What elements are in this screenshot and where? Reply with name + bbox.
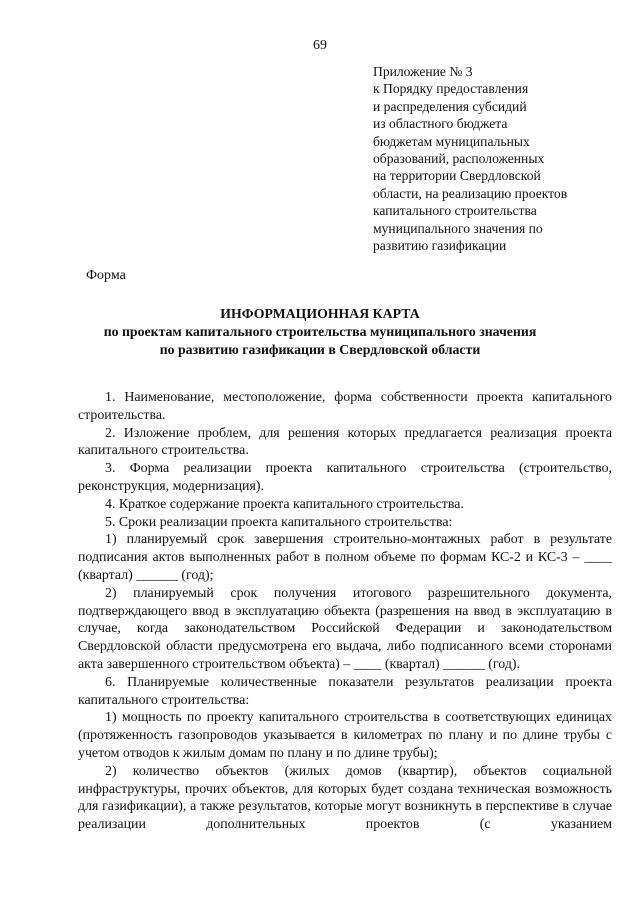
- title-line: по развитию газификации в Свердловской области: [159, 341, 481, 357]
- paragraph-item-2: 2. Изложение проблем, для решения которых предлагается реализация проекта капитального строительства.: [78, 425, 612, 459]
- appendix-line: бюджетам муниципальных: [373, 133, 530, 149]
- title-line: по проектам капитального строительства муниципального значения: [103, 323, 537, 339]
- title-line: ИНФОРМАЦИОННАЯ КАРТА: [220, 306, 420, 321]
- appendix-line: к Порядку предоставления: [373, 81, 529, 97]
- appendix-line: Приложение № 3: [373, 64, 473, 79]
- paragraph-item-5: 5. Сроки реализации проекта капитального строительства:: [105, 514, 453, 530]
- appendix-line: из областного бюджета: [373, 116, 508, 132]
- paragraph-subitem-6-2: 2) количество объектов (жилых домов (квартир), объектов социальной инфраструктуры, прочих объектов, для которых будет создана техническая возможность для газификации), а также результатов, которые могут возникнуть в перспективе в случае реализации дополнительных проектов (с указанием: [78, 763, 612, 833]
- appendix-line: развитию газификации: [373, 238, 507, 254]
- appendix-header: [373, 63, 623, 254]
- paragraph-item-3: 3. Форма реализации проекта капитального строительства (строительство, реконструкция, модернизация).: [78, 461, 612, 494]
- appendix-line: муниципального значения по: [373, 220, 543, 236]
- paragraph-subitem-6-1: 1) мощность по проекту капитального строительства в соответствующих единицах (протяженность газопроводов указывается в километрах по плану и по длине трубы с учетом отводов к жилым домам по плану и по длине трубы);: [78, 710, 612, 761]
- paragraph-subitem-5-1: 1) планируемый срок завершения строительно-монтажных работ в результате подписания актов выполненных работ в полном объеме по формам КС-2 и КС-3 – ____ (квартал) ______ (год);: [78, 532, 612, 583]
- appendix-line: капитального строительства: [373, 203, 537, 219]
- document-title: [0, 305, 640, 358]
- page-number: 69: [313, 38, 327, 53]
- paragraph-item-1: 1. Наименование, местоположение, форма собственности проекта капитального строительства.: [78, 390, 612, 423]
- appendix-line: области, на реализацию проектов: [373, 185, 568, 201]
- paragraph-item-4: 4. Краткое содержание проекта капитального строительства.: [105, 496, 464, 512]
- paragraph-item-6: 6. Планируемые количественные показатели результатов реализации проекта капитального строительства:: [78, 674, 612, 708]
- paragraph-subitem-5-2: 2) планируемый срок получения итогового разрешительного документа, подтверждающего ввод в эксплуатацию объекта (разрешения на ввод в эксплуатацию в случае, когда законодательством Российской Федерации и законодательством Свердловской области предусмотрена его выдача, либо подписанного всеми сторонами акта завершенного строительством объекта) – ____ (квартал) ______ (год).: [78, 585, 612, 672]
- document-body: [78, 389, 612, 834]
- form-label: Форма: [86, 268, 126, 283]
- appendix-line: на территории Свердловской: [373, 168, 541, 184]
- appendix-line: образований, расположенных: [373, 151, 545, 167]
- appendix-line: и распределения субсидий: [373, 98, 527, 114]
